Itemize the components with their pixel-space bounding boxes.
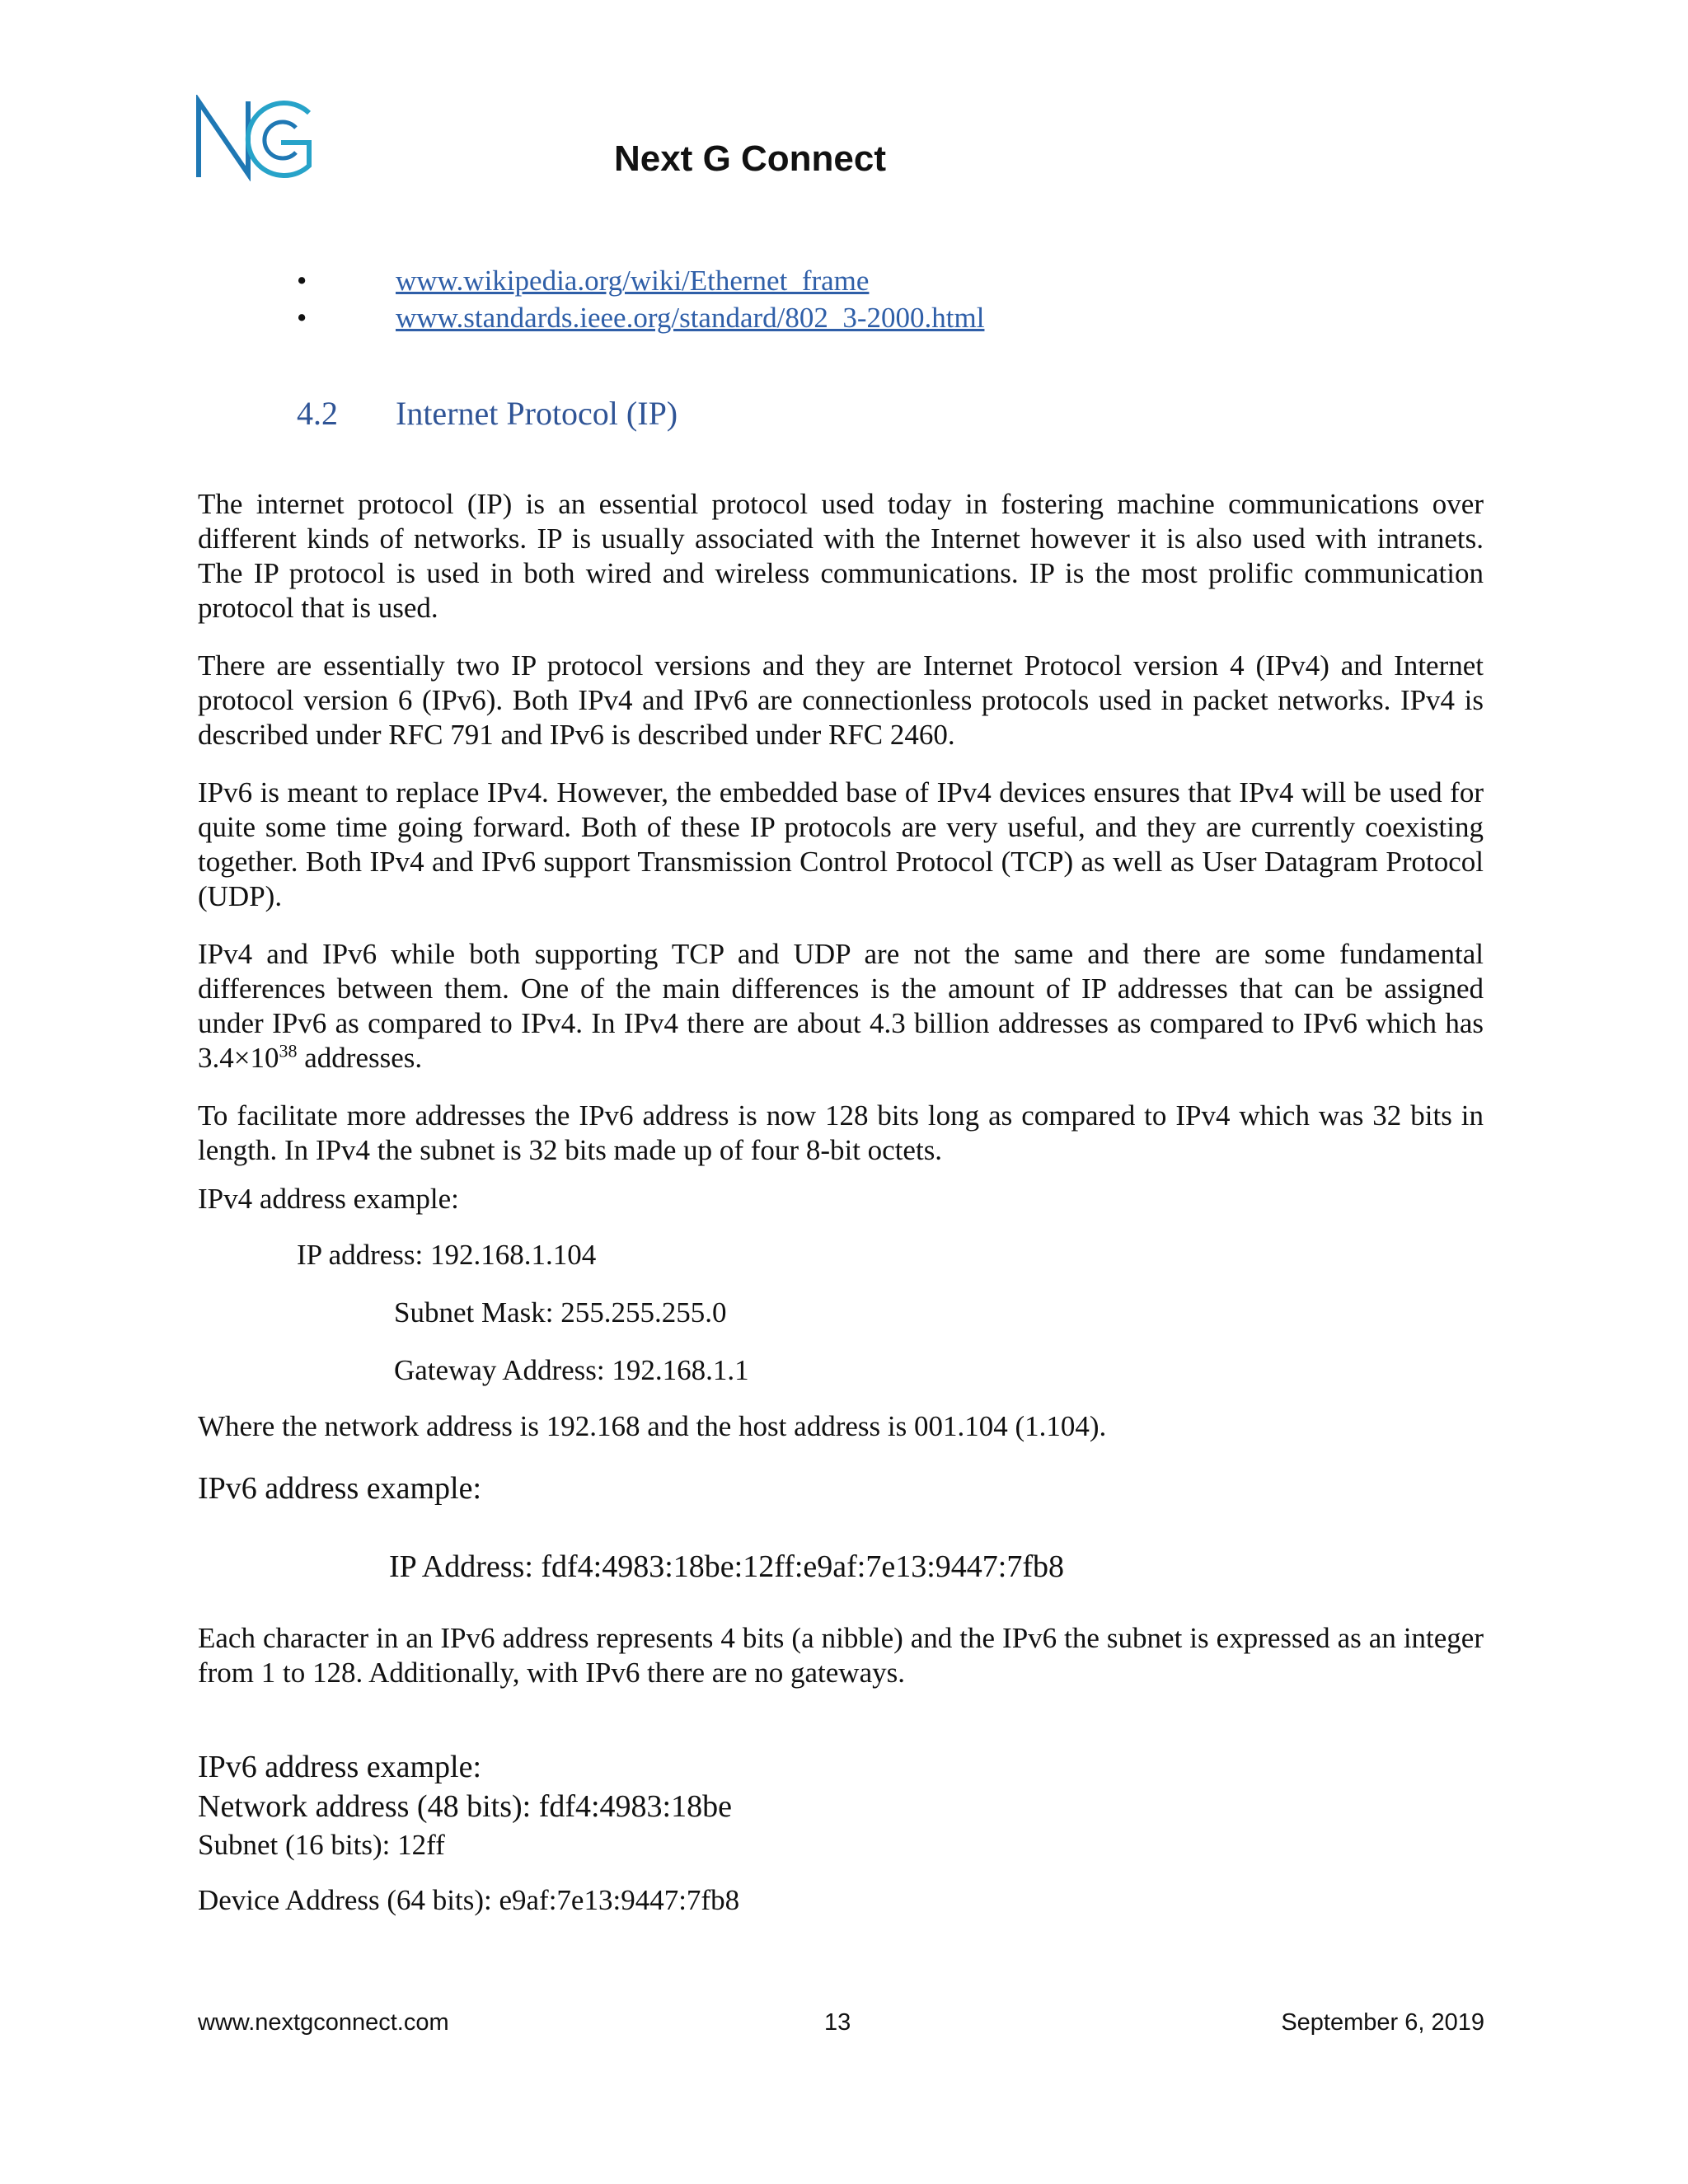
reference-link-ieee[interactable]: www.standards.ieee.org/standard/802_3-2000.html (396, 302, 985, 334)
paragraph-text: IPv4 and IPv6 while both supporting TCP and UDP are not the same and there are some fundamental differences between them. One of the main differences is the amount of IP addresses that can be assigned under IPv6 as compared to IPv4. In IPv4 there are about 4.3 billion addresses as compared to IPv6 which has 3.4×10 (198, 938, 1484, 1074)
paragraph (198, 937, 1484, 1076)
bullet-icon: • (297, 265, 307, 297)
exponent: 38 (279, 1040, 298, 1062)
section-title: Internet Protocol (IP) (396, 395, 678, 432)
list-item (297, 299, 984, 336)
reference-link-wikipedia[interactable]: www.wikipedia.org/wiki/Ethernet_frame (396, 265, 870, 297)
footer-date: September 6, 2019 (1281, 2009, 1484, 2036)
company-name: Next G Connect (613, 138, 887, 179)
ipv4-ip-address: IP address: 192.168.1.104 (297, 1239, 597, 1271)
paragraph: Each character in an IPv6 address represents 4 bits (a nibble) and the IPv6 the subnet is expressed as an integer from 1 to 128. Additionally, with IPv6 there are no gateways. (198, 1622, 1484, 1689)
ipv6-breakdown-label: IPv6 address example: (198, 1750, 482, 1784)
ipv6-example-label: IPv6 address example: (198, 1471, 482, 1506)
paragraph: There are essentially two IP protocol versions and they are Internet Protocol version 4 (IPv4) and Internet protocol version 6 (IPv6). Both IPv4 and IPv6 are connectionless protocols used in packet networks. IPv4 is described under RFC 791 and IPv6 is described under RFC 2460. (198, 649, 1484, 751)
footer-page-number: 13 (824, 2009, 851, 2036)
bullet-icon: • (297, 302, 307, 334)
section-heading (297, 394, 678, 433)
paragraph: To facilitate more addresses the IPv6 address is now 128 bits long as compared to IPv4 which was 32 bits in length. In IPv4 the subnet is 32 bits made up of four 8-bit octets. (198, 1099, 1484, 1166)
section-number: 4.2 (297, 395, 338, 432)
paragraph: IPv6 is meant to replace IPv4. However, the embedded base of IPv4 devices ensures that IPv4 will be used for quite some time going forward. Both of these IP protocols are very useful, and they are currently coexisting together. Both IPv4 and IPv6 support Transmission Control Protocol (TCP) as well as User Datagram Protocol (UDP). (198, 776, 1484, 912)
ipv4-subnet-mask: Subnet Mask: 255.255.255.0 (394, 1296, 727, 1329)
footer-website: www.nextgconnect.com (198, 2009, 449, 2036)
ipv4-example-label: IPv4 address example: (198, 1183, 459, 1215)
body-text (198, 1621, 1484, 1713)
paragraph-text-end: addresses. (297, 1042, 423, 1074)
list-item (297, 262, 984, 299)
ipv6-device-address: Device Address (64 bits): e9af:7e13:9447:7fb8 (198, 1884, 740, 1916)
ipv6-network-address: Network address (48 bits): fdf4:4983:18be (198, 1789, 732, 1824)
ipv6-ip-address: IP Address: fdf4:4983:18be:12ff:e9af:7e13:9447:7fb8 (389, 1549, 1064, 1584)
body-text (198, 487, 1484, 1191)
reference-list (297, 262, 984, 336)
ipv4-address-note: Where the network address is 192.168 and the host address is 001.104 (1.104). (198, 1410, 1107, 1442)
paragraph: The internet protocol (IP) is an essential protocol used today in fostering machine communications over different kinds of networks. IP is usually associated with the Internet however it is also used with intranets. The IP protocol is used in both wired and wireless communications. IP is the most prolific communication protocol that is used. (198, 488, 1484, 624)
ipv4-gateway-address: Gateway Address: 192.168.1.1 (394, 1354, 749, 1386)
ipv6-subnet: Subnet (16 bits): 12ff (198, 1829, 445, 1861)
